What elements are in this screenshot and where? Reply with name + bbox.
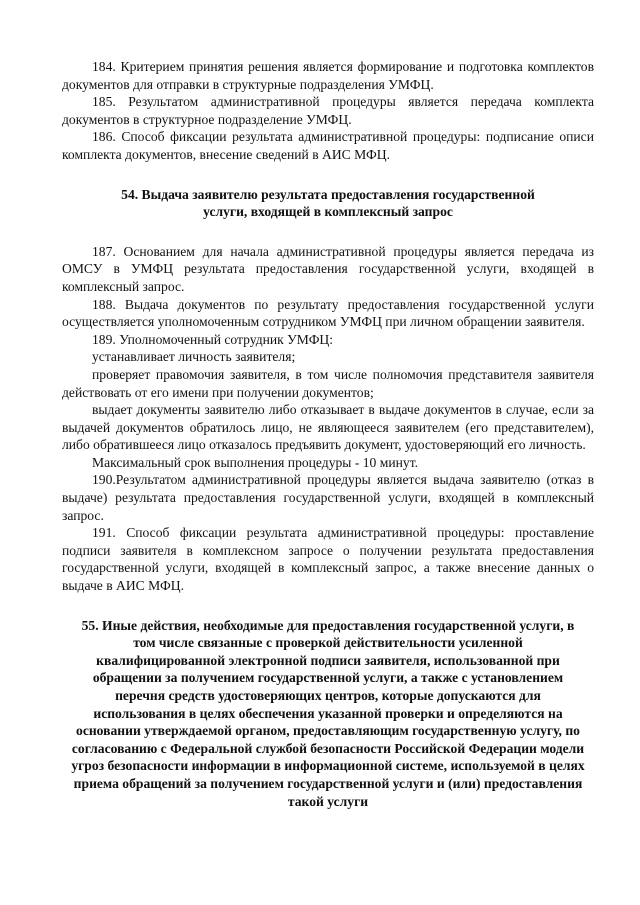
paragraph-189-item-2: проверяет правомочия заявителя, в том числе полномочия представителя заявителя действовать от его имени при получении документов; <box>62 366 594 400</box>
paragraph-190: 190.Результатом административной процедуры является выдача заявителю (отказ в выдаче) результата предоставления государственной услуги, входящей в комплексный запрос. <box>62 472 594 523</box>
paragraph-185: 185. Результатом административной процедуры является передача комплекта документов в структурное подразделение УМФЦ. <box>62 94 594 127</box>
paragraph-186: 186. Способ фиксации результата административной процедуры: подписание описи комплекта документов, внесение сведений в АИС МФЦ. <box>62 129 594 162</box>
paragraph-189-item-1: устанавливает личность заявителя; <box>92 349 296 365</box>
paragraph-189-item-3: выдает документы заявителю либо отказывает в выдаче документов в случае, если за выдачей документов обратилось лицо, не являющееся заявителем (его представителем), либо обратившееся лицо отказалось предъявить документ, удостоверяющий его личность. <box>62 402 594 453</box>
section-54-heading: 54. Выдача заявителю результата предоставления государственной услуги, входящей в комплексный запрос <box>121 186 535 220</box>
section-55-heading: 55. Иные действия, необходимые для предоставления государственной услуги, в том числе связанные с проверкой действительности усиленной квалифицированной электронной подписи заявителя, использованной при обращении за получением государственной услуги, а также с установлением перечня средств удостоверяющих центров, которые допускаются для использования в целях обеспечения указанной проверки и определяются на основании утверждаемой органом, предоставляющим государственную услугу, по согласованию с Федеральной службой безопасности Российской Федерации модели угроз безопасности информации в информационной системе, используемой в целях приема обращений за получением государственной услуги и (или) предоставления такой услуги <box>71 617 585 809</box>
paragraph-188: 188. Выдача документов по результату предоставления государственной услуги осуществляется уполномоченным сотрудником УМФЦ при личном обращении заявителя. <box>62 296 594 330</box>
paragraph-187: 187. Основанием для начала административной процедуры является передача из ОМСУ в УМФЦ результата предоставления государственной услуги, входящей в комплексный запрос. <box>62 243 594 294</box>
paragraph-184: 184. Критерием принятия решения является формирование и подготовка комплектов документов для отправки в структурные подразделения УМФЦ. <box>62 59 594 92</box>
document-body <box>62 58 594 810</box>
paragraph-max-time: Максимальный срок выполнения процедуры - 10 минут. <box>92 454 419 470</box>
paragraph-189: 189. Уполномоченный сотрудник УМФЦ: <box>92 331 334 347</box>
paragraph-191: 191. Способ фиксации результата административной процедуры: проставление подписи заявителя в комплексном запросе о получении результата предоставления государственной услуги, входящей в комплексный запрос, а также внесение данных о выдаче в АИС МФЦ. <box>62 525 594 594</box>
